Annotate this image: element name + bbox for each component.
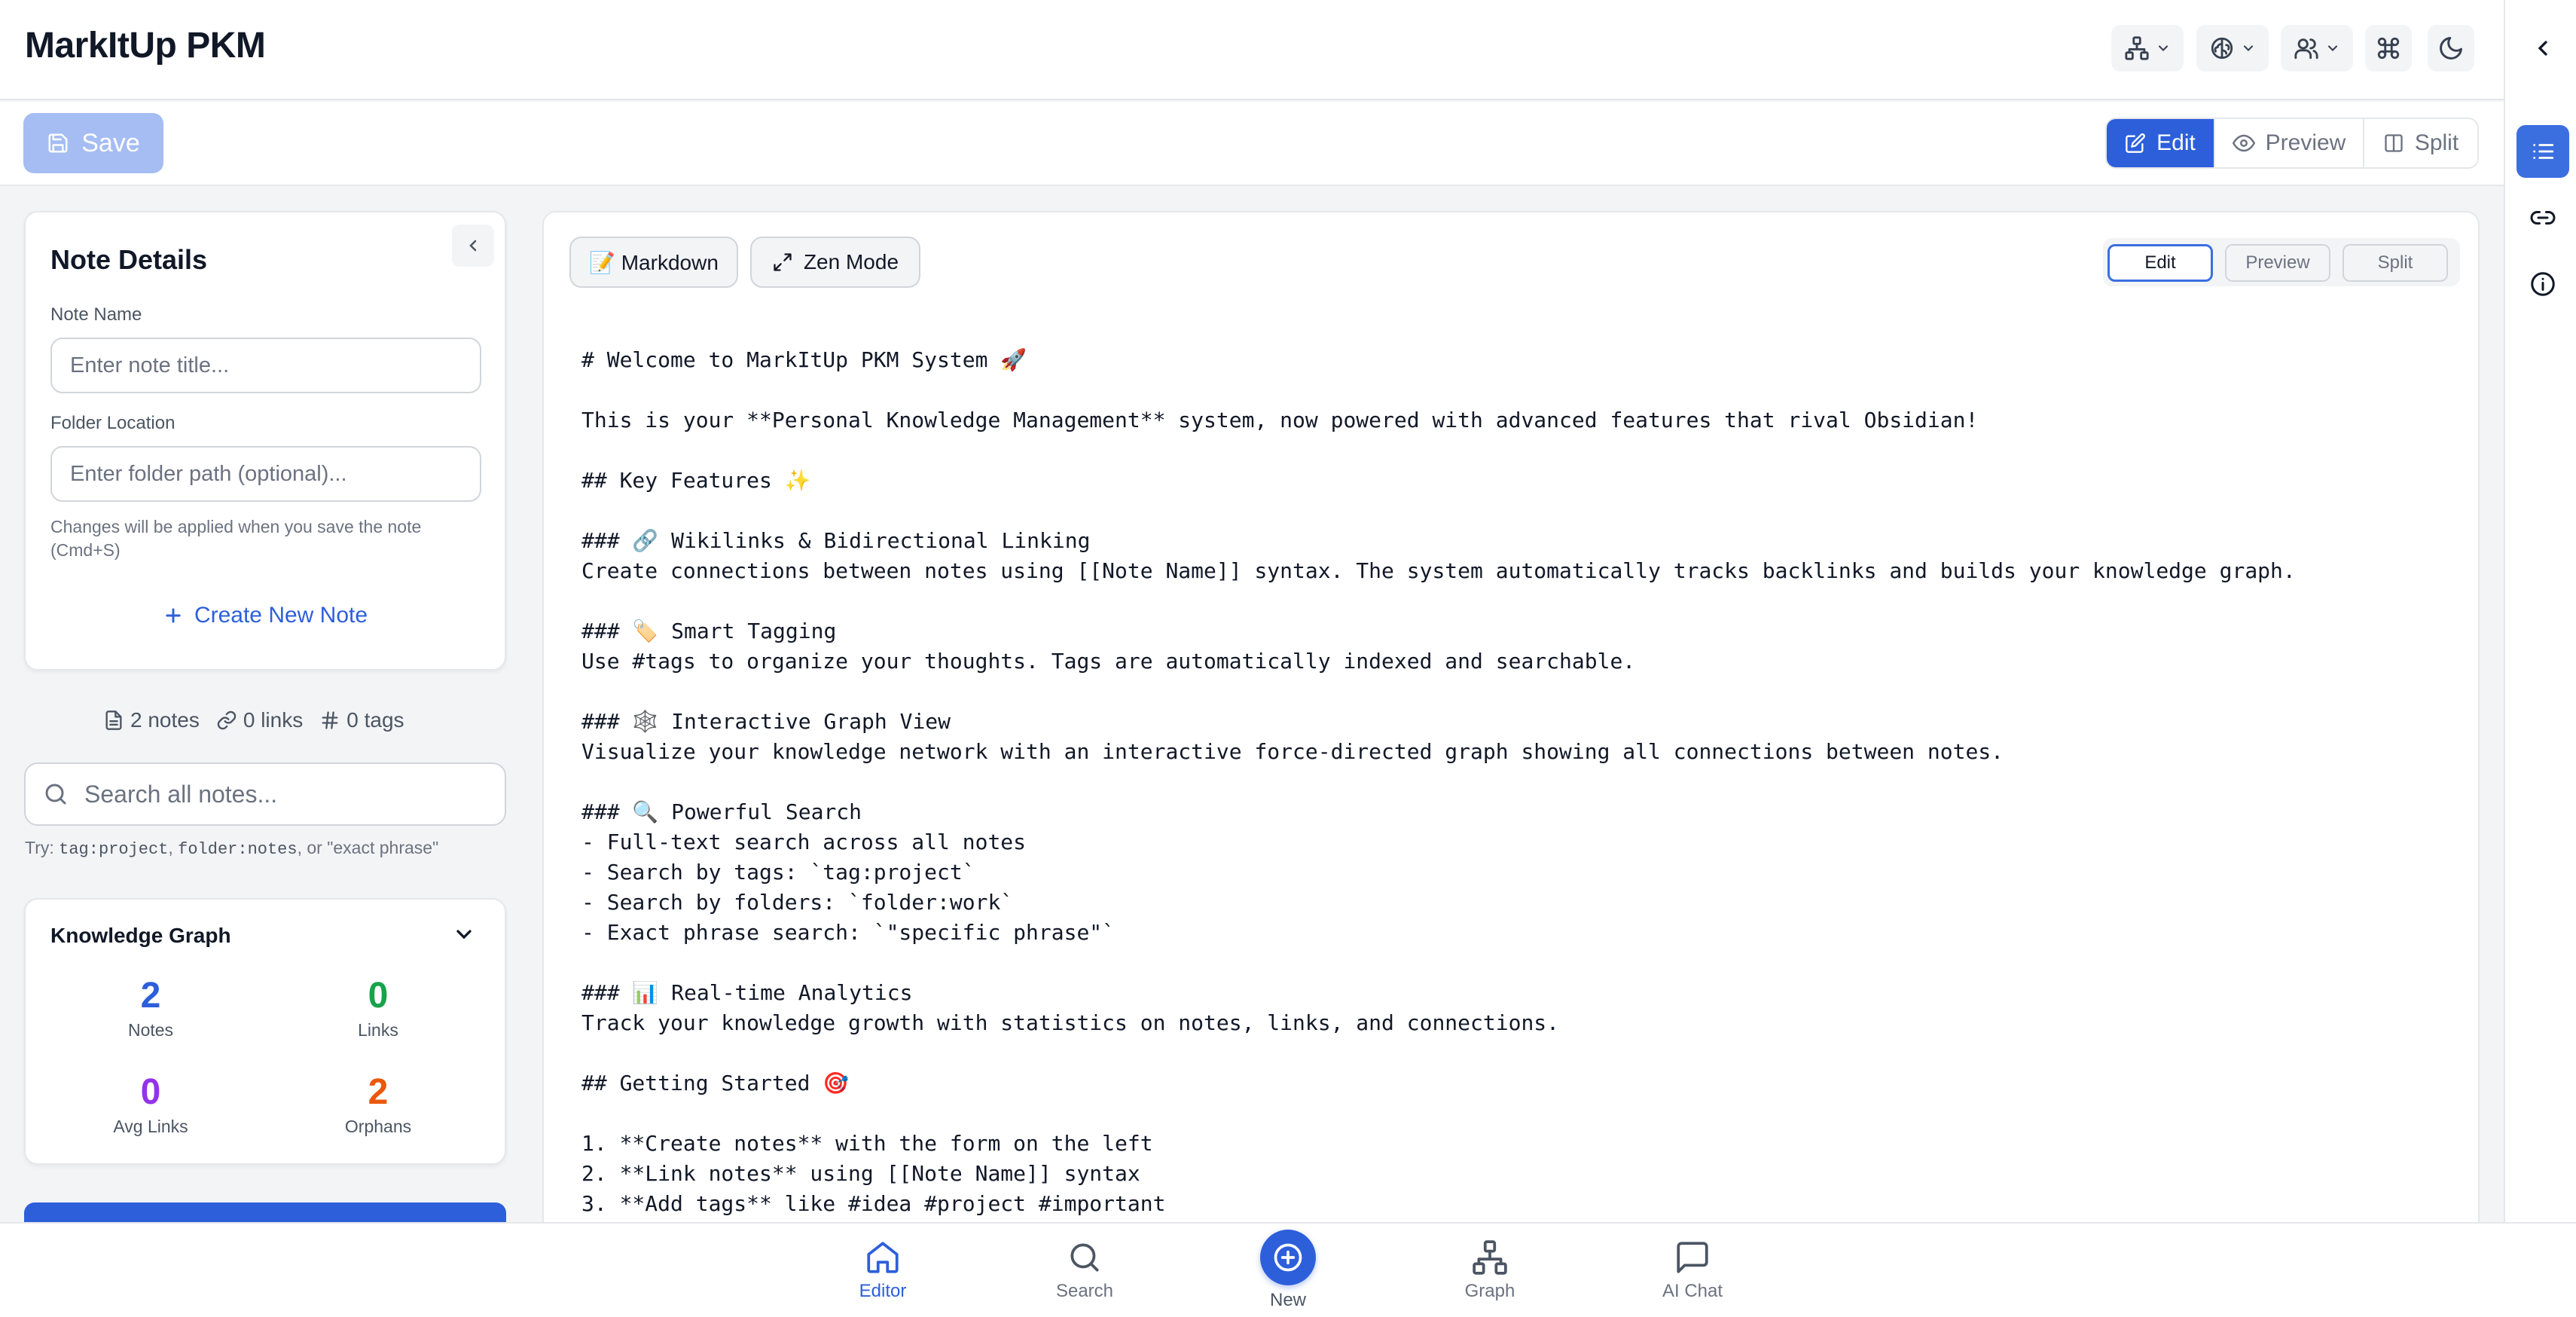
chevron-left-icon bbox=[2531, 36, 2555, 60]
command-palette-button[interactable] bbox=[2365, 25, 2412, 72]
view-mode-switcher bbox=[2105, 118, 2479, 169]
collapse-rail-button[interactable] bbox=[2516, 22, 2569, 75]
nav-new-label: New bbox=[1269, 1290, 1306, 1310]
kg-orphans-stat bbox=[265, 1071, 491, 1137]
nav-ai-chat[interactable]: AI Chat bbox=[1625, 1239, 1760, 1302]
editor-panel bbox=[542, 211, 2480, 1251]
note-name-label: Note Name bbox=[50, 304, 142, 325]
app-title: MarkItUp PKM bbox=[25, 26, 266, 66]
note-name-input[interactable] bbox=[50, 338, 481, 393]
create-new-note-label: Create New Note bbox=[194, 603, 368, 628]
list-icon bbox=[2530, 139, 2556, 164]
edit-mode-button[interactable]: Edit bbox=[2107, 119, 2215, 167]
brain-icon bbox=[2209, 35, 2235, 61]
nav-graph[interactable]: Graph bbox=[1422, 1239, 1558, 1302]
plus-circle-icon bbox=[1271, 1241, 1305, 1274]
eye-icon bbox=[2233, 132, 2255, 154]
notes-count: 2 notes bbox=[103, 708, 200, 732]
kg-links-value: 0 bbox=[368, 976, 389, 1016]
kg-notes-stat bbox=[38, 975, 264, 1040]
link-icon bbox=[216, 710, 237, 731]
info-panel-button[interactable] bbox=[2516, 258, 2569, 310]
collapse-sidebar-button[interactable] bbox=[452, 225, 494, 267]
main-toolbar bbox=[0, 102, 2504, 186]
zen-mode-button[interactable] bbox=[750, 237, 920, 288]
nav-editor[interactable]: Editor bbox=[815, 1239, 951, 1302]
kg-avg-links-label: Avg Links bbox=[113, 1117, 188, 1136]
create-new-note-button[interactable] bbox=[26, 603, 505, 628]
save-label: Save bbox=[81, 128, 140, 157]
kg-avg-links-value: 0 bbox=[140, 1072, 161, 1112]
home-icon bbox=[864, 1239, 902, 1276]
new-note-fab[interactable] bbox=[1260, 1230, 1316, 1285]
columns-icon bbox=[2383, 133, 2404, 154]
users-icon bbox=[2294, 35, 2319, 61]
search-hint: Try: tag:project, folder:notes, or "exact phrase" bbox=[25, 838, 439, 859]
graph-menu-button[interactable] bbox=[2111, 25, 2184, 72]
markdown-label: 📝 Markdown bbox=[589, 250, 719, 274]
link-icon bbox=[2529, 204, 2556, 231]
info-icon bbox=[2529, 270, 2556, 298]
graph-network-icon bbox=[2124, 35, 2150, 61]
outline-panel-button[interactable] bbox=[2516, 125, 2569, 178]
chevron-down-icon[interactable] bbox=[452, 922, 476, 946]
editor-view-switcher bbox=[2103, 238, 2460, 286]
save-hint: Changes will be applied when you save the note (Cmd+S) bbox=[50, 517, 422, 560]
plus-icon bbox=[163, 605, 184, 626]
links-count: 0 links bbox=[216, 708, 303, 732]
editor-preview-button[interactable]: Preview bbox=[2225, 244, 2330, 282]
chevron-down-icon bbox=[2156, 41, 2171, 56]
knowledge-graph-card bbox=[24, 898, 506, 1165]
vault-stats bbox=[103, 708, 404, 732]
hash-icon bbox=[319, 710, 340, 731]
app-header bbox=[0, 0, 2504, 100]
right-rail bbox=[2504, 0, 2576, 1222]
theme-toggle-button[interactable] bbox=[2428, 25, 2474, 72]
tags-count: 0 tags bbox=[319, 708, 404, 732]
search-icon bbox=[42, 781, 69, 808]
file-icon bbox=[103, 710, 124, 731]
preview-mode-button[interactable]: Preview bbox=[2215, 119, 2364, 167]
command-icon bbox=[2376, 35, 2401, 61]
moon-icon bbox=[2437, 35, 2465, 62]
note-details-title: Note Details bbox=[50, 244, 208, 275]
folder-path-input[interactable] bbox=[50, 446, 481, 502]
knowledge-graph-title: Knowledge Graph bbox=[50, 924, 231, 947]
kg-notes-label: Notes bbox=[127, 1020, 174, 1040]
kg-orphans-value: 2 bbox=[368, 1072, 389, 1112]
markdown-editor[interactable]: # Welcome to MarkItUp PKM System 🚀 This is your **Personal Knowledge Management** system, now powered with advanced features that rival Obsidian! ## Key Features ✨ ### 🔗 Wikilinks & Bidirectional Linking Create connections between notes using [[Note Name]] syntax. The system automatically tracks backlinks and builds your knowledge graph. ### 🏷️ Smart Tagging Use #tags to organize your thoughts. Tags are automatically indexed and searchable. ### 🕸️ Interactive Graph View Visualize your knowledge network with an interactive force-directed graph showing all connections between notes. ### 🔍 Powerful Search - Full-text search across all notes - Search by tags: `tag:project` - Search by folders: `folder:work` - Exact phrase search: `"specific phrase"` ### 📊 Real-time Analytics Track your knowledge growth with statistics on notes, links, and connections. ## Getting Started 🎯 1. **Create notes** with the form on the left 2. **Link notes** using [[Note Name]] syntax 3. **Add tags** like #idea #project #important bbox=[581, 347, 2296, 1216]
nav-search[interactable]: Search bbox=[1017, 1239, 1152, 1302]
search-icon bbox=[1066, 1239, 1103, 1276]
kg-notes-value: 2 bbox=[140, 976, 161, 1016]
backlinks-panel-button[interactable] bbox=[2516, 191, 2569, 244]
chevron-down-icon bbox=[2325, 41, 2340, 56]
markdown-mode-button[interactable] bbox=[569, 237, 738, 288]
graph-network-icon bbox=[1471, 1239, 1509, 1276]
search-input[interactable] bbox=[84, 764, 491, 824]
collaboration-menu-button[interactable] bbox=[2281, 25, 2353, 72]
edit-icon bbox=[2125, 133, 2146, 154]
kg-links-label: Links bbox=[358, 1020, 398, 1040]
maximize-icon bbox=[772, 252, 793, 273]
editor-split-button[interactable]: Split bbox=[2343, 244, 2448, 282]
kg-avg-links-stat bbox=[38, 1071, 264, 1137]
folder-location-label: Folder Location bbox=[50, 413, 175, 433]
note-details-card bbox=[24, 211, 506, 671]
zen-mode-label: Zen Mode bbox=[803, 250, 899, 273]
bottom-navigation bbox=[0, 1222, 2576, 1317]
ai-menu-button[interactable] bbox=[2196, 25, 2269, 72]
save-button[interactable] bbox=[23, 113, 163, 173]
chevron-left-icon bbox=[464, 237, 482, 255]
kg-links-stat bbox=[265, 975, 491, 1040]
split-mode-button[interactable]: Split bbox=[2364, 119, 2477, 167]
chevron-down-icon bbox=[2241, 41, 2256, 56]
editor-edit-button[interactable]: Edit bbox=[2107, 244, 2213, 282]
kg-orphans-label: Orphans bbox=[344, 1117, 412, 1136]
save-icon bbox=[47, 132, 69, 154]
search-box bbox=[24, 762, 506, 826]
message-square-icon bbox=[1674, 1239, 1711, 1276]
